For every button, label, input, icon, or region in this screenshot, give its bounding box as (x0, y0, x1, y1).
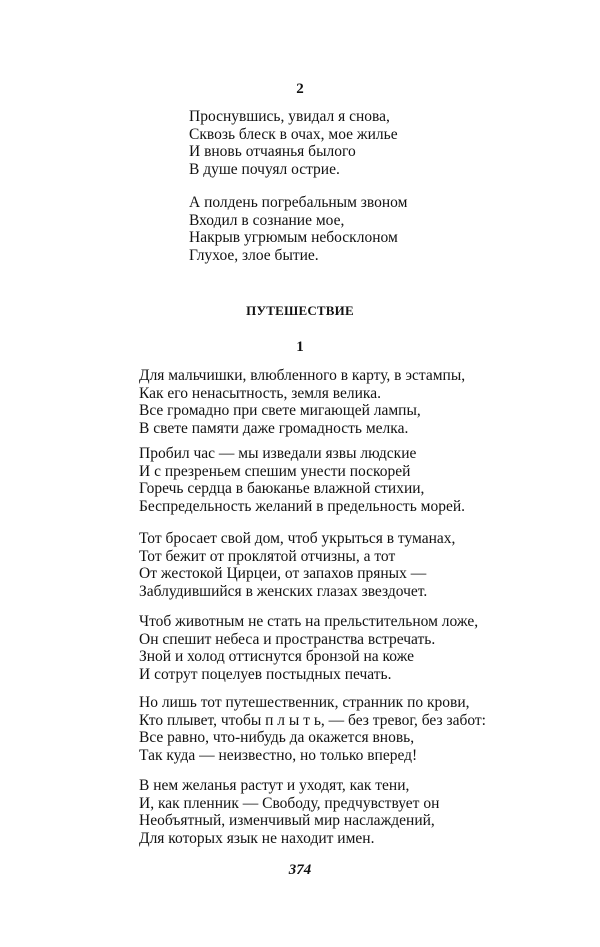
verse-line: Тот бежит от проклятой отчизны, а тот (139, 547, 396, 565)
verse-line: Кто плывет, чтобы п л ы т ь, — без тревог, без забот: (139, 711, 486, 729)
verse-line: И, как пленник — Свободу, предчувствует он (139, 794, 440, 812)
verse-line: И сотрут поцелуев постыдных печать. (139, 665, 392, 683)
stanza-4 (139, 613, 478, 683)
stanza-3 (139, 530, 455, 600)
stanza-5 (139, 694, 486, 764)
stanza-6 (139, 777, 439, 847)
verse-line: Для мальчишки, влюбленного в карту, в эстампы, (139, 367, 466, 384)
verse-line: И с презреньем спешим унести поскорей (139, 462, 411, 480)
verse-line: Входил в сознание мое, (189, 211, 345, 229)
stanza-1 (139, 367, 465, 437)
verse-line: Как его ненасытность, земля велика. (139, 384, 381, 402)
stanza-2 (139, 445, 465, 515)
page-number: 374 (288, 862, 312, 878)
verse-line: Все равно, что-нибудь да окажется вновь, (139, 729, 415, 746)
verse-line: Зной и холод оттиснутся бронзой на коже (139, 648, 414, 665)
verse-line: Все громадно при свете мигающей лампы, (139, 402, 421, 419)
verse-line: В душе почуял острие. (189, 160, 340, 178)
verse-line: В нем желанья растут и уходят, как тени, (139, 777, 410, 794)
verse-line: Так куда — неизвестно, но только вперед! (139, 746, 418, 764)
stanza-part2-1 (189, 108, 398, 178)
verse-line: Для которых язык не находит имен. (139, 829, 375, 847)
stanza-part2-2 (189, 194, 407, 264)
poem-title: ПУТЕШЕСТВИЕ (246, 303, 354, 318)
verse-line: Горечь сердца в баюканье влажной стихии, (139, 480, 425, 497)
verse-line: Глухое, злое бытие. (189, 246, 319, 264)
verse-line: Он спешит небеса и пространства встречать. (139, 630, 436, 648)
verse-line: Но лишь тот путешественник, странник по крови, (139, 694, 470, 711)
verse-line: В свете памяти даже громадность мелка. (139, 419, 409, 437)
section-number-2: 2 (296, 81, 304, 97)
verse-line: Необъятный, изменчивый мир наслаждений, (139, 812, 435, 829)
verse-line: Тот бросает свой дом, чтоб укрыться в туманах, (139, 530, 456, 547)
verse-line: Сквозь блеск в очах, мое жилье (189, 125, 398, 143)
verse-line: Пробил час — мы изведали язвы людские (139, 445, 417, 462)
section-number-1: 1 (296, 339, 304, 355)
verse-line: И вновь отчаянья былого (189, 143, 356, 160)
verse-line: Проснувшись, увидал я снова, (189, 108, 390, 125)
verse-line: От жестокой Цирцеи, от запахов пряных — (139, 565, 427, 582)
verse-line: А полдень погребальным звоном (189, 194, 408, 211)
verse-line: Накрыв угрюмым небосклоном (189, 229, 398, 246)
verse-line: Беспредельность желаний в предельность морей. (139, 497, 465, 515)
verse-line: Заблудившийся в женских глазах звездочет. (139, 582, 428, 600)
verse-line: Чтоб животным не стать на прельстительном ложе, (139, 613, 479, 630)
